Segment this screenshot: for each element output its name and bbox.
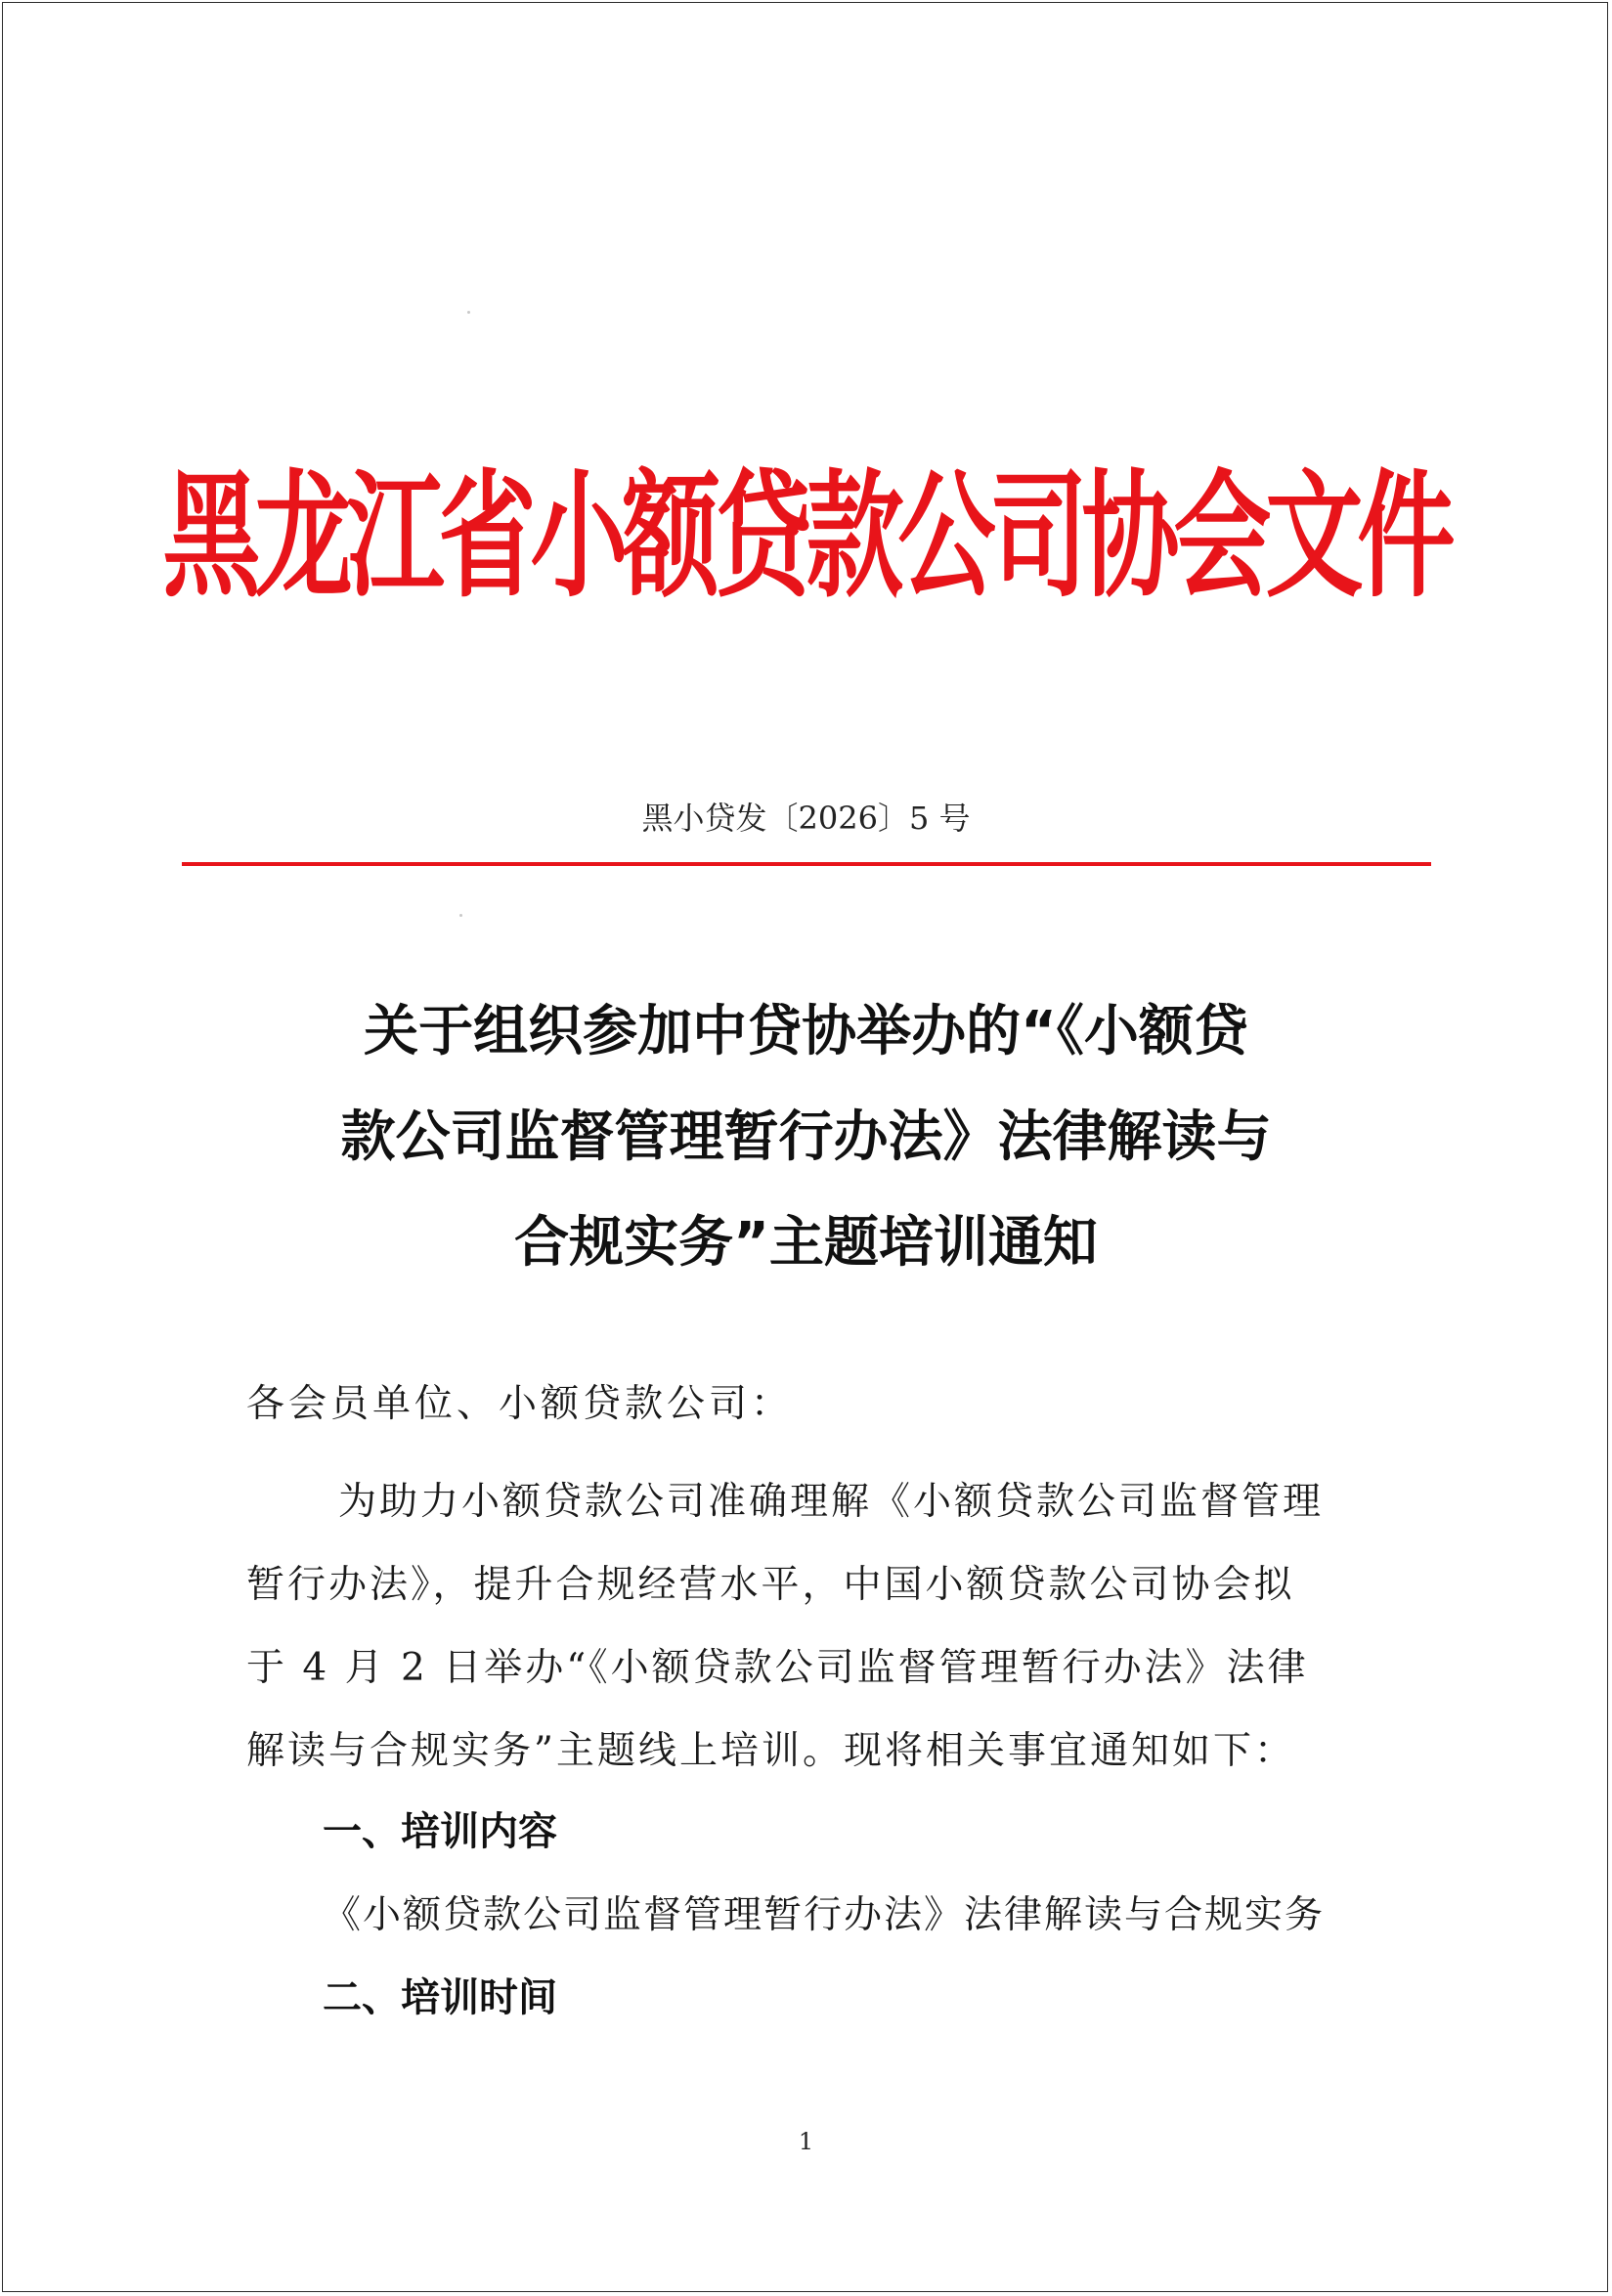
paragraph-line: 暂行办法》，提升合规经营水平，中国小额贷款公司协会拟 [246,1563,1295,1607]
document-number: 黑小贷发〔2026〕5 号 [641,800,971,837]
paragraph-line: 为助力小额贷款公司准确理解《小额贷款公司监督管理 [338,1480,1325,1524]
paragraph-line: 解读与合规实务”主题线上培训。现将相关事宜通知如下： [246,1729,1295,1773]
section-heading-training-content: 一、培训内容 [323,1809,557,1854]
section-content: 《小额贷款公司监督管理暂行办法》法律解读与合规实务 [323,1893,1326,1937]
scan-speck [467,311,470,314]
title-line: 款公司监督管理暂行办法》法律解读与 [340,1105,1272,1169]
page-number: 1 [798,2128,814,2155]
title-line: 合规实务”主题培训通知 [514,1211,1098,1275]
document-title [166,979,1446,1296]
red-divider-rule [182,862,1431,866]
title-line: 关于组织参加中贷协举办的“《小额贷 [364,1000,1248,1063]
scan-speck [459,914,462,917]
section-heading-training-time: 二、培训时间 [323,1975,557,2020]
document-header: 黑龙江省小额贷款公司协会文件 [162,455,1450,617]
paragraph-line: 于 4 月 2 日举办“《小额贷款公司监督管理暂行办法》法律 [246,1646,1309,1690]
salutation: 各会员单位、小额贷款公司： [246,1382,794,1426]
